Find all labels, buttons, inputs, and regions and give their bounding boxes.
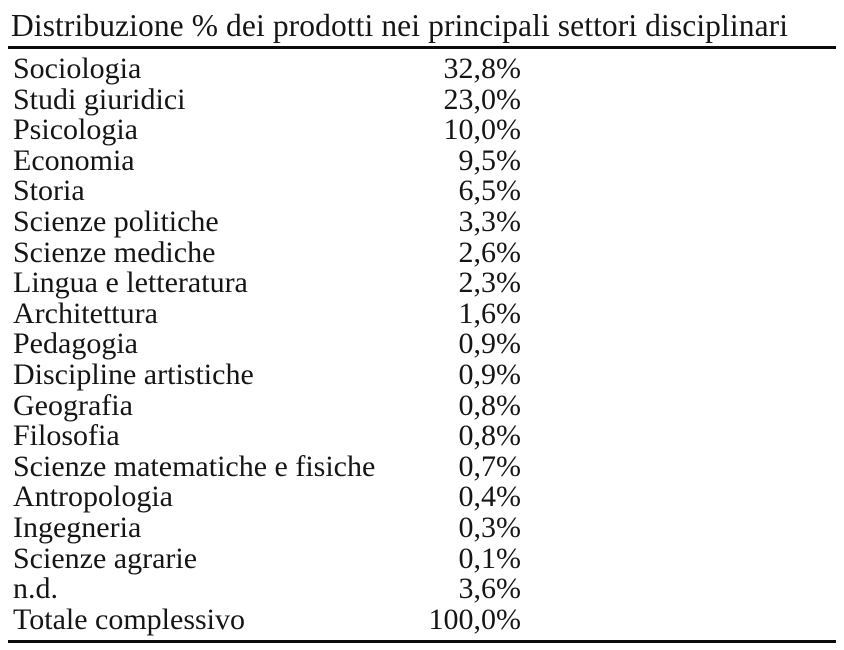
sector-label: Studi giuridici xyxy=(13,82,186,116)
sector-label: n.d. xyxy=(13,572,58,606)
total-value: 100,0% xyxy=(428,602,521,636)
table-row xyxy=(0,268,844,299)
sector-value: 0,9% xyxy=(458,327,521,361)
table-title: Distribuzione % dei prodotti nei principali settori disciplinari xyxy=(11,8,789,43)
sector-label: Discipline artistiche xyxy=(13,357,254,391)
table-row xyxy=(0,357,844,391)
sector-value: 0,3% xyxy=(458,510,521,544)
sector-value: 0,1% xyxy=(458,541,521,575)
table-row xyxy=(0,176,844,207)
table-row xyxy=(0,82,844,116)
sector-label: Antropologia xyxy=(13,480,173,514)
table-body xyxy=(0,54,844,635)
table-row xyxy=(0,541,844,575)
sector-label: Scienze agrarie xyxy=(13,541,198,575)
sector-value: 1,6% xyxy=(458,296,521,330)
table-row xyxy=(0,510,844,544)
sector-label: Filosofia xyxy=(13,419,120,453)
sector-label: Scienze matematiche e fisiche xyxy=(13,449,376,483)
sector-value: 0,9% xyxy=(458,357,521,391)
table-row xyxy=(0,115,844,146)
title-rule xyxy=(8,46,836,49)
table-row xyxy=(0,421,844,452)
sector-value: 10,0% xyxy=(443,113,521,147)
table-row xyxy=(0,329,844,360)
sector-label: Storia xyxy=(13,174,85,208)
sector-value: 0,7% xyxy=(458,449,521,483)
table-row xyxy=(0,54,844,85)
sector-label: Sociologia xyxy=(13,52,142,85)
sector-value: 3,6% xyxy=(458,572,521,606)
sector-value: 0,4% xyxy=(458,480,521,514)
sector-value: 0,8% xyxy=(458,388,521,422)
sector-value: 32,8% xyxy=(443,52,521,85)
sector-value: 23,0% xyxy=(443,82,521,116)
table-row total-row xyxy=(0,602,844,636)
table-row xyxy=(0,204,844,238)
sector-value: 3,3% xyxy=(458,204,521,238)
table-row xyxy=(0,296,844,330)
sector-value: 2,6% xyxy=(458,235,521,269)
sector-label: Ingegneria xyxy=(13,510,142,544)
sector-value: 6,5% xyxy=(458,174,521,208)
sector-label: Scienze mediche xyxy=(13,235,216,269)
total-label: Totale complessivo xyxy=(13,602,246,636)
table-row xyxy=(0,143,844,177)
sector-label: Geografia xyxy=(13,388,133,422)
sector-value: 2,3% xyxy=(458,266,521,300)
table-row xyxy=(0,574,844,605)
sector-label: Architettura xyxy=(13,296,158,330)
sector-label: Psicologia xyxy=(13,113,138,147)
sector-label: Scienze politiche xyxy=(13,204,219,238)
table-row xyxy=(0,482,844,513)
bottom-rule xyxy=(8,640,836,643)
table-row xyxy=(0,449,844,483)
sector-value: 0,8% xyxy=(458,419,521,453)
table-row xyxy=(0,388,844,422)
sector-label: Pedagogia xyxy=(13,327,138,361)
table-row xyxy=(0,235,844,269)
sector-value: 9,5% xyxy=(458,143,521,177)
sector-label: Economia xyxy=(13,143,135,177)
sector-label: Lingua e letteratura xyxy=(13,266,248,300)
